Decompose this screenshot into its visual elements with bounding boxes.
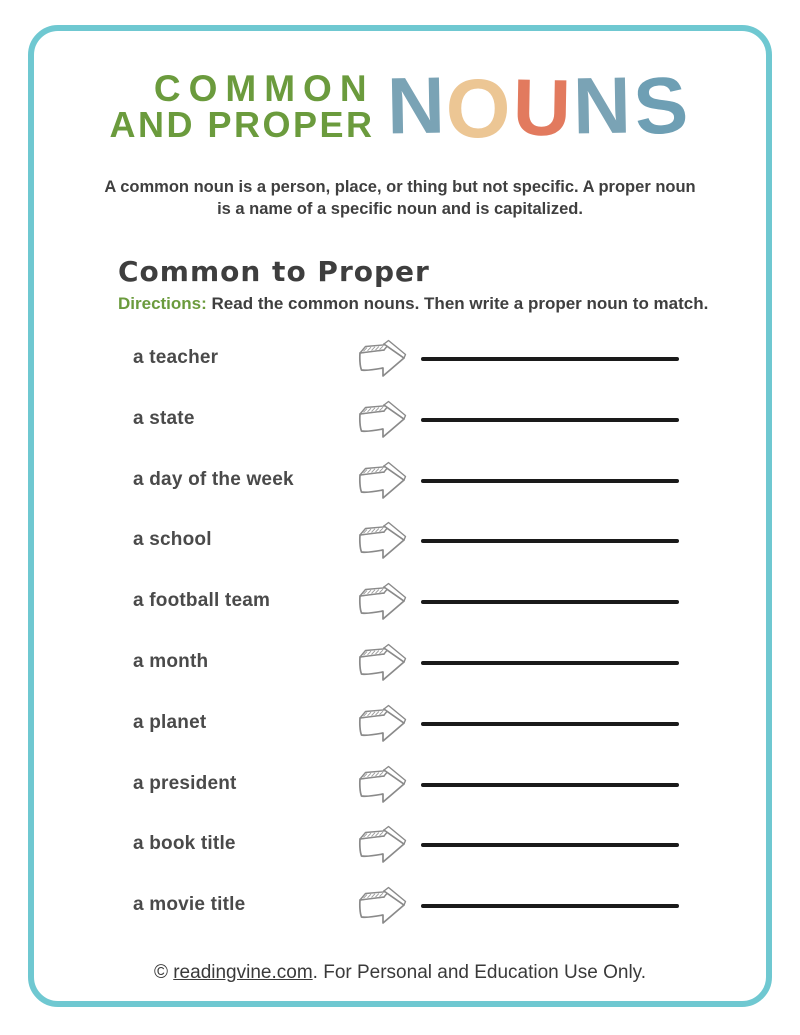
copyright-symbol: © xyxy=(153,961,168,983)
noun-list xyxy=(133,328,800,936)
arrow-icon xyxy=(357,822,407,866)
answer-blank-line xyxy=(421,600,679,604)
common-noun-label: a president xyxy=(133,772,237,794)
worksheet-row xyxy=(133,632,800,693)
title-letter: U xyxy=(511,62,575,153)
intro-line-2: is a name of a specific noun and is capitalized. xyxy=(217,200,583,219)
arrow-icon xyxy=(357,762,407,806)
arrow-icon xyxy=(357,883,407,927)
title-line-and-proper: AND PROPER xyxy=(109,103,375,145)
arrow-icon xyxy=(357,518,407,562)
intro-paragraph xyxy=(0,176,800,221)
worksheet-row xyxy=(133,571,800,632)
answer-blank-line xyxy=(421,661,679,665)
title-nouns xyxy=(385,58,695,155)
intro-line-1: A common noun is a person, place, or thing but not specific. A proper noun xyxy=(104,178,696,196)
answer-blank-line xyxy=(421,539,679,543)
worksheet-row xyxy=(133,510,800,571)
footer-copyright xyxy=(0,962,800,984)
common-noun-label: a football team xyxy=(133,590,271,612)
footer-usage-text: . For Personal and Education Use Only. xyxy=(312,961,647,983)
worksheet-row xyxy=(133,328,800,389)
worksheet-row xyxy=(133,449,800,510)
common-noun-label: a teacher xyxy=(133,346,219,368)
worksheet-row xyxy=(133,753,800,814)
arrow-icon xyxy=(357,458,407,502)
common-noun-label: a planet xyxy=(133,711,207,733)
readingvine-link[interactable]: readingvine.com xyxy=(173,961,313,983)
arrow-icon xyxy=(357,336,407,380)
worksheet-row xyxy=(133,388,800,449)
answer-blank-line xyxy=(421,418,679,422)
common-noun-label: a school xyxy=(133,529,212,551)
title-letter: N xyxy=(572,60,635,151)
directions-label: Directions: xyxy=(118,293,207,313)
title-letter: O xyxy=(446,62,514,155)
arrow-icon xyxy=(357,640,407,684)
answer-blank-line xyxy=(421,783,679,787)
title-letter: N xyxy=(385,60,449,151)
title-common-and-proper xyxy=(109,67,375,145)
answer-blank-line xyxy=(421,843,679,847)
worksheet-row xyxy=(133,692,800,753)
arrow-icon xyxy=(357,701,407,745)
arrow-icon xyxy=(357,579,407,623)
common-noun-label: a movie title xyxy=(133,894,246,916)
answer-blank-line xyxy=(421,904,679,908)
worksheet-row xyxy=(133,814,800,875)
section-heading: Common to Proper xyxy=(118,254,430,288)
common-noun-label: a book title xyxy=(133,833,236,855)
worksheet-row xyxy=(133,875,800,936)
directions-text: Read the common nouns. Then write a proper noun to match. xyxy=(211,293,709,313)
title-letter: S xyxy=(630,58,695,153)
common-noun-label: a state xyxy=(133,407,195,429)
answer-blank-line xyxy=(421,479,679,483)
answer-blank-line xyxy=(421,357,679,361)
title-line-common: COMMON xyxy=(153,67,375,109)
common-noun-label: a month xyxy=(133,650,209,672)
worksheet-title xyxy=(0,58,800,154)
arrow-icon xyxy=(357,397,407,441)
directions xyxy=(118,294,800,314)
answer-blank-line xyxy=(421,722,679,726)
common-noun-label: a day of the week xyxy=(133,468,294,490)
